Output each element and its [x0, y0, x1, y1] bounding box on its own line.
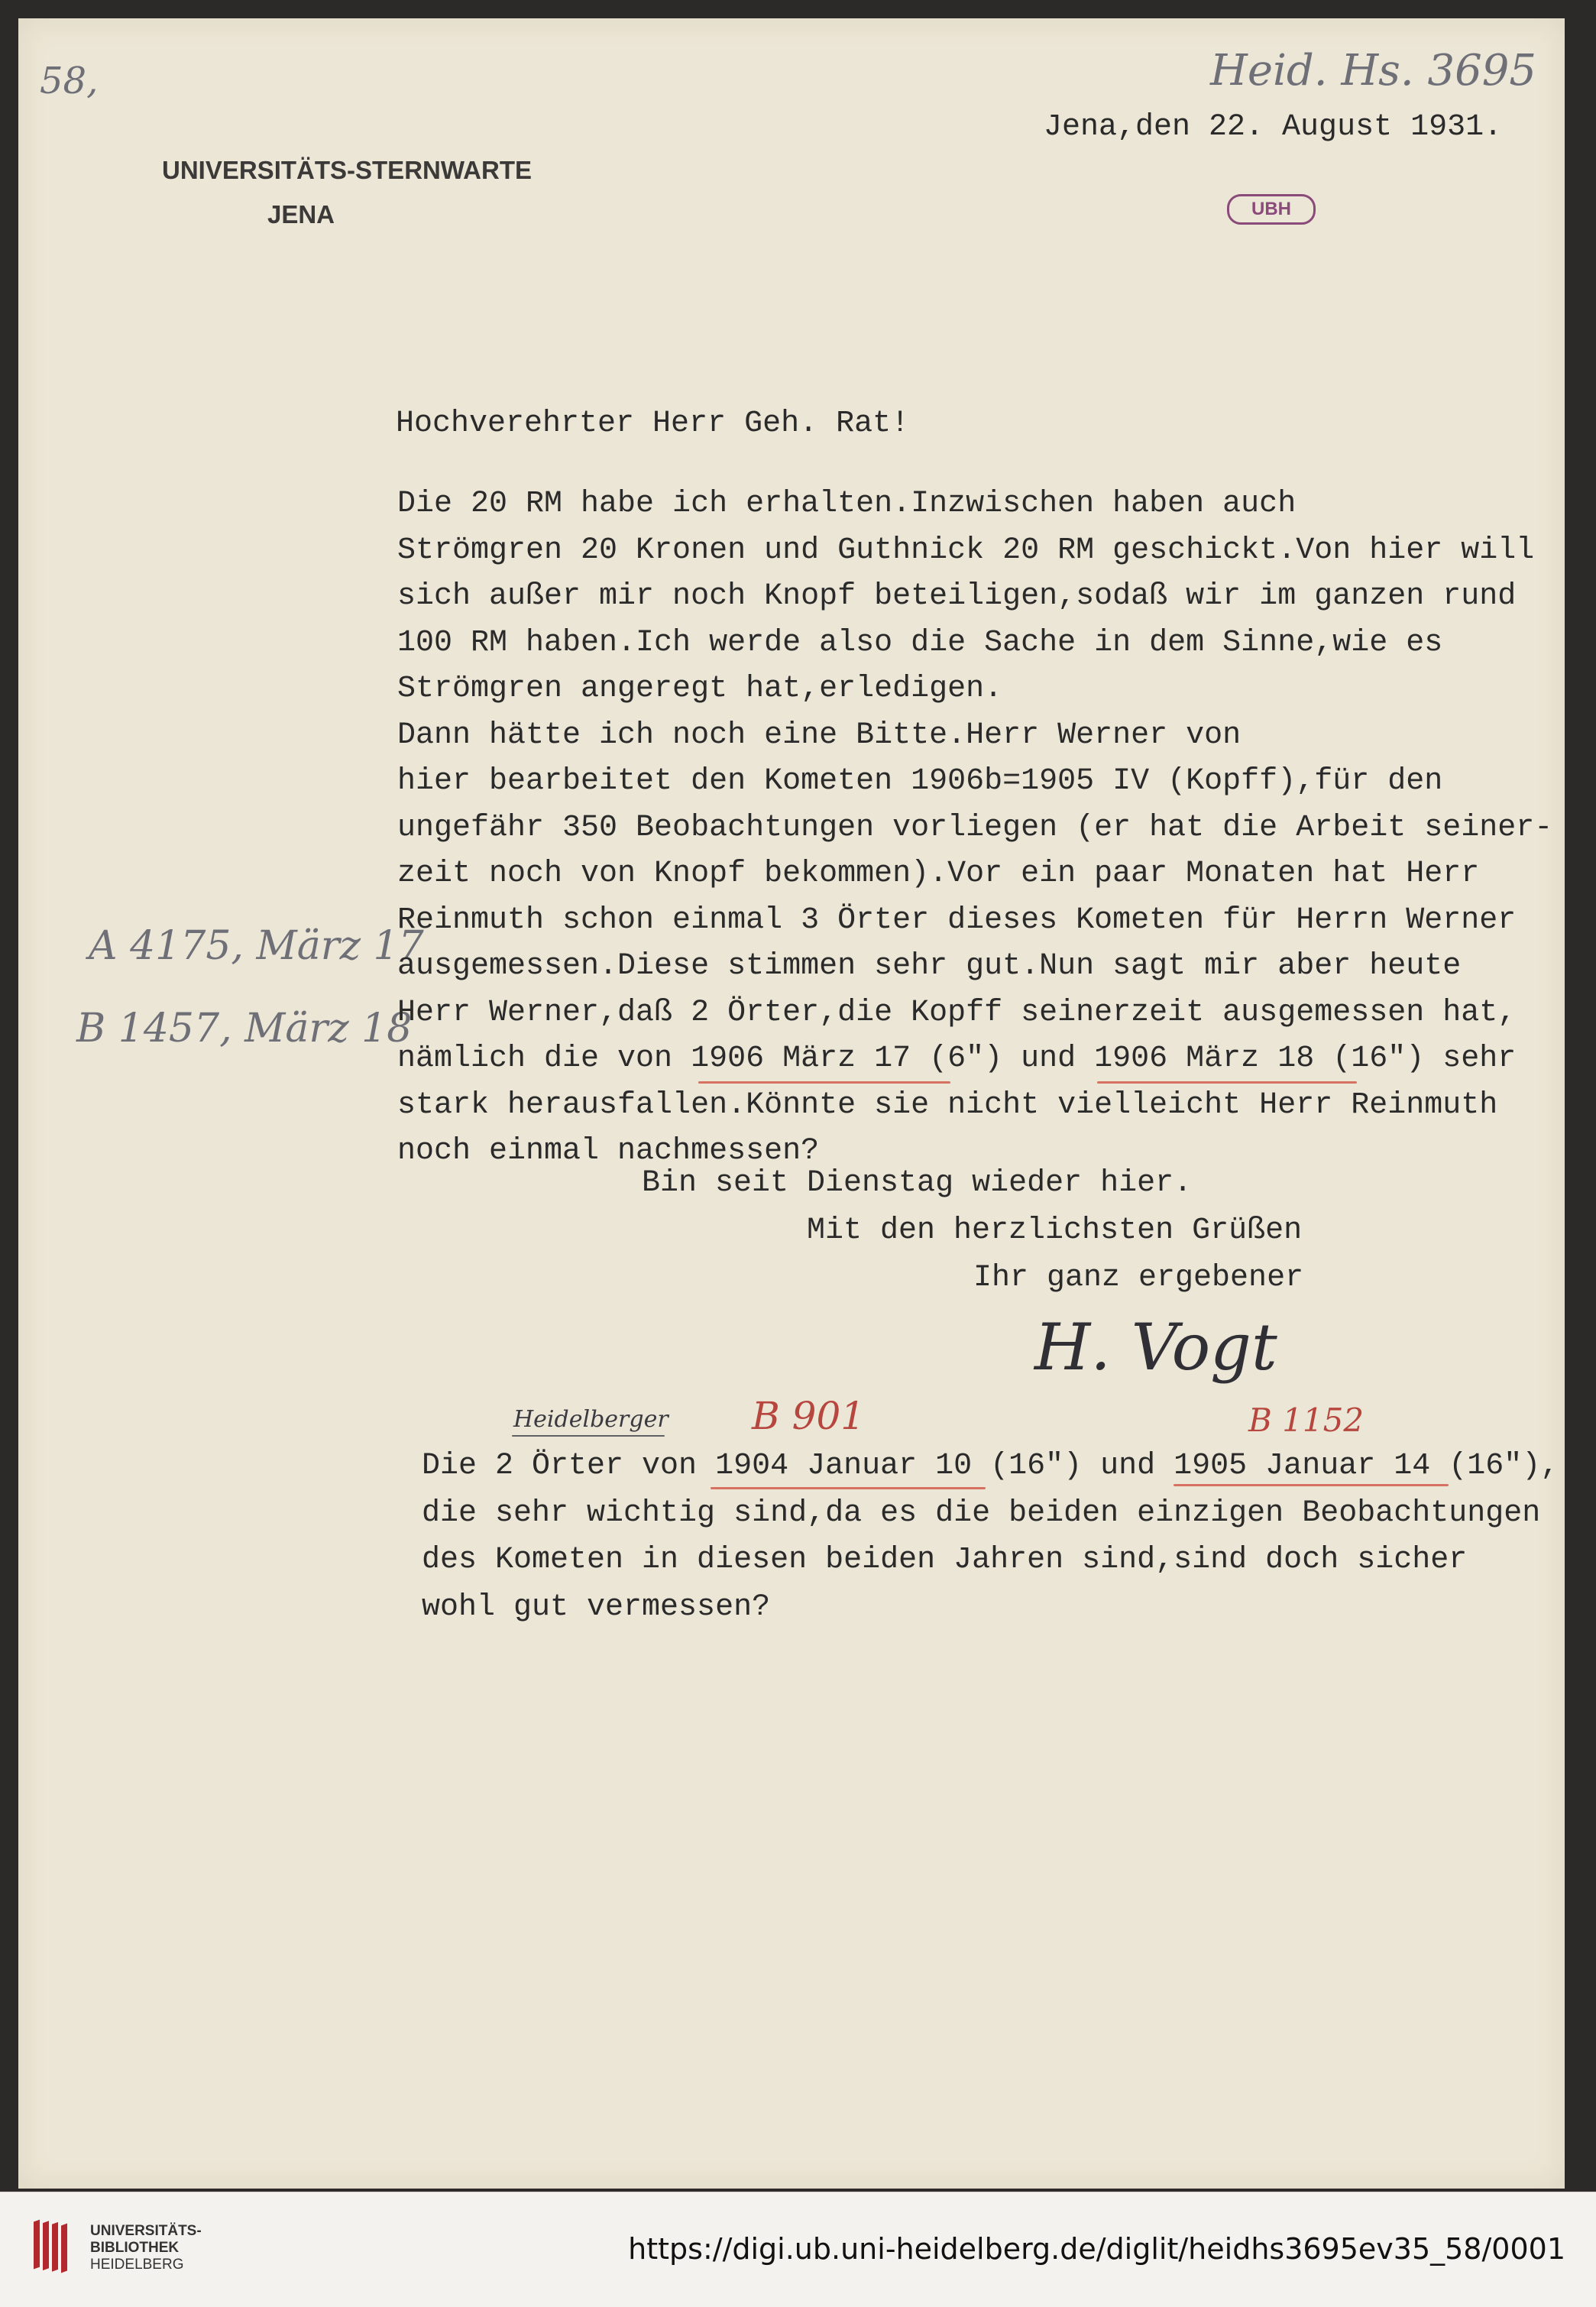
body-line: ausgemessen.Diese stimmen sehr gut.Nun sagt mir aber heute — [397, 949, 1462, 983]
body-line: noch einmal nachmessen? — [397, 1134, 820, 1168]
library-stamp: UBH — [1227, 194, 1316, 225]
folio-number: 58, — [40, 60, 99, 102]
library-name — [90, 2223, 202, 2273]
body-line: hier bearbeitet den Kometen 1906b=1905 IV (Kopff),für den — [397, 764, 1443, 799]
body-line: stark herausfallen.Könnte sie nicht vielleicht Herr Reinmuth — [397, 1087, 1498, 1123]
postscript-line: wohl gut vermessen? — [422, 1589, 771, 1625]
signature: H. Vogt — [1034, 1310, 1277, 1385]
letterhead-institution: UNIVERSITÄTS-STERNWARTE — [162, 156, 533, 184]
permalink-url[interactable]: https://digi.ub.uni-heidelberg.de/diglit/heidhs3695ev35_58/0001 — [628, 2232, 1565, 2266]
body-line: 100 RM haben.Ich werde also die Sache in dem Sinne,wie es — [397, 625, 1443, 660]
body-line: sich außer mir noch Knopf beteiligen,sodaß wir im ganzen rund — [397, 579, 1517, 614]
body-line: zeit noch von Knopf bekommen).Vor ein paar Monaten hat Herr — [397, 857, 1480, 891]
underline-1906-maerz-18 — [1097, 1081, 1357, 1084]
postscript-line: des Kometen in diesen beiden Jahren sind,sind doch sicher — [422, 1543, 1468, 1577]
letterhead — [162, 148, 532, 237]
letter-page — [18, 18, 1565, 2189]
body-line: Dann hätte ich noch eine Bitte.Herr Werner von — [397, 718, 1242, 753]
shelfmark-note: Heid. Hs. 3695 — [1210, 46, 1537, 96]
postscript-line: die sehr wichtig sind,da es die beiden einzigen Beobachtungen — [422, 1495, 1541, 1531]
salutation: Hochverehrter Herr Geh. Rat! — [396, 407, 910, 441]
postscript — [422, 1443, 1559, 1631]
underline-1904-januar-10 — [711, 1487, 986, 1489]
body-line: Reinmuth schon einmal 3 Örter dieses Kometen für Herrn Werner — [397, 902, 1517, 938]
closing-line-2: Mit den herzlichsten Grüßen — [807, 1213, 1303, 1248]
underline-1906-maerz-17 — [698, 1081, 950, 1084]
body-line: ungefähr 350 Beobachtungen vorliegen (er hat die Arbeit seiner- — [397, 810, 1553, 845]
letter-body — [397, 481, 1553, 1175]
body-line: Die 20 RM habe ich erhalten.Inzwischen haben auch — [397, 487, 1297, 521]
footer-bar — [0, 2192, 1596, 2307]
date-line: Jena,den 22. August 1931. — [1044, 110, 1503, 144]
margin-note-2: B 1457, März 18 — [76, 1006, 413, 1051]
body-line: nämlich die von 1906 März 17 (6") und 1906 März 18 (16") sehr — [397, 1042, 1517, 1076]
body-line: Strömgren angeregt hat,erledigen. — [397, 672, 1003, 706]
closing-line-3: Ihr ganz ergebener — [973, 1261, 1304, 1295]
underline-heidelberger — [512, 1435, 665, 1437]
note-b901: B 901 — [752, 1394, 866, 1438]
note-b1152: B 1152 — [1248, 1401, 1365, 1439]
margin-note-1: A 4175, März 17 — [89, 923, 424, 969]
note-heidelberger: Heidelberger — [513, 1406, 669, 1433]
body-line: Herr Werner,daß 2 Örter,die Kopff seinerzeit ausgemessen hat, — [397, 995, 1517, 1030]
library-logo-icon — [31, 2217, 76, 2281]
library-name-line1: UNIVERSITÄTS- — [90, 2223, 202, 2239]
library-name-line2: BIBLIOTHEK — [90, 2240, 180, 2256]
letterhead-city: JENA — [267, 200, 335, 228]
postscript-line: Die 2 Örter von 1904 Januar 10 (16") und 1905 Januar 14 (16"), — [422, 1449, 1559, 1483]
body-line: Strömgren 20 Kronen und Guthnick 20 RM geschickt.Von hier will — [397, 533, 1535, 568]
library-name-line3: HEIDELBERG — [90, 2257, 184, 2273]
underline-1905-januar-14 — [1174, 1484, 1449, 1486]
closing-line-1: Bin seit Dienstag wieder hier. — [642, 1166, 1193, 1200]
